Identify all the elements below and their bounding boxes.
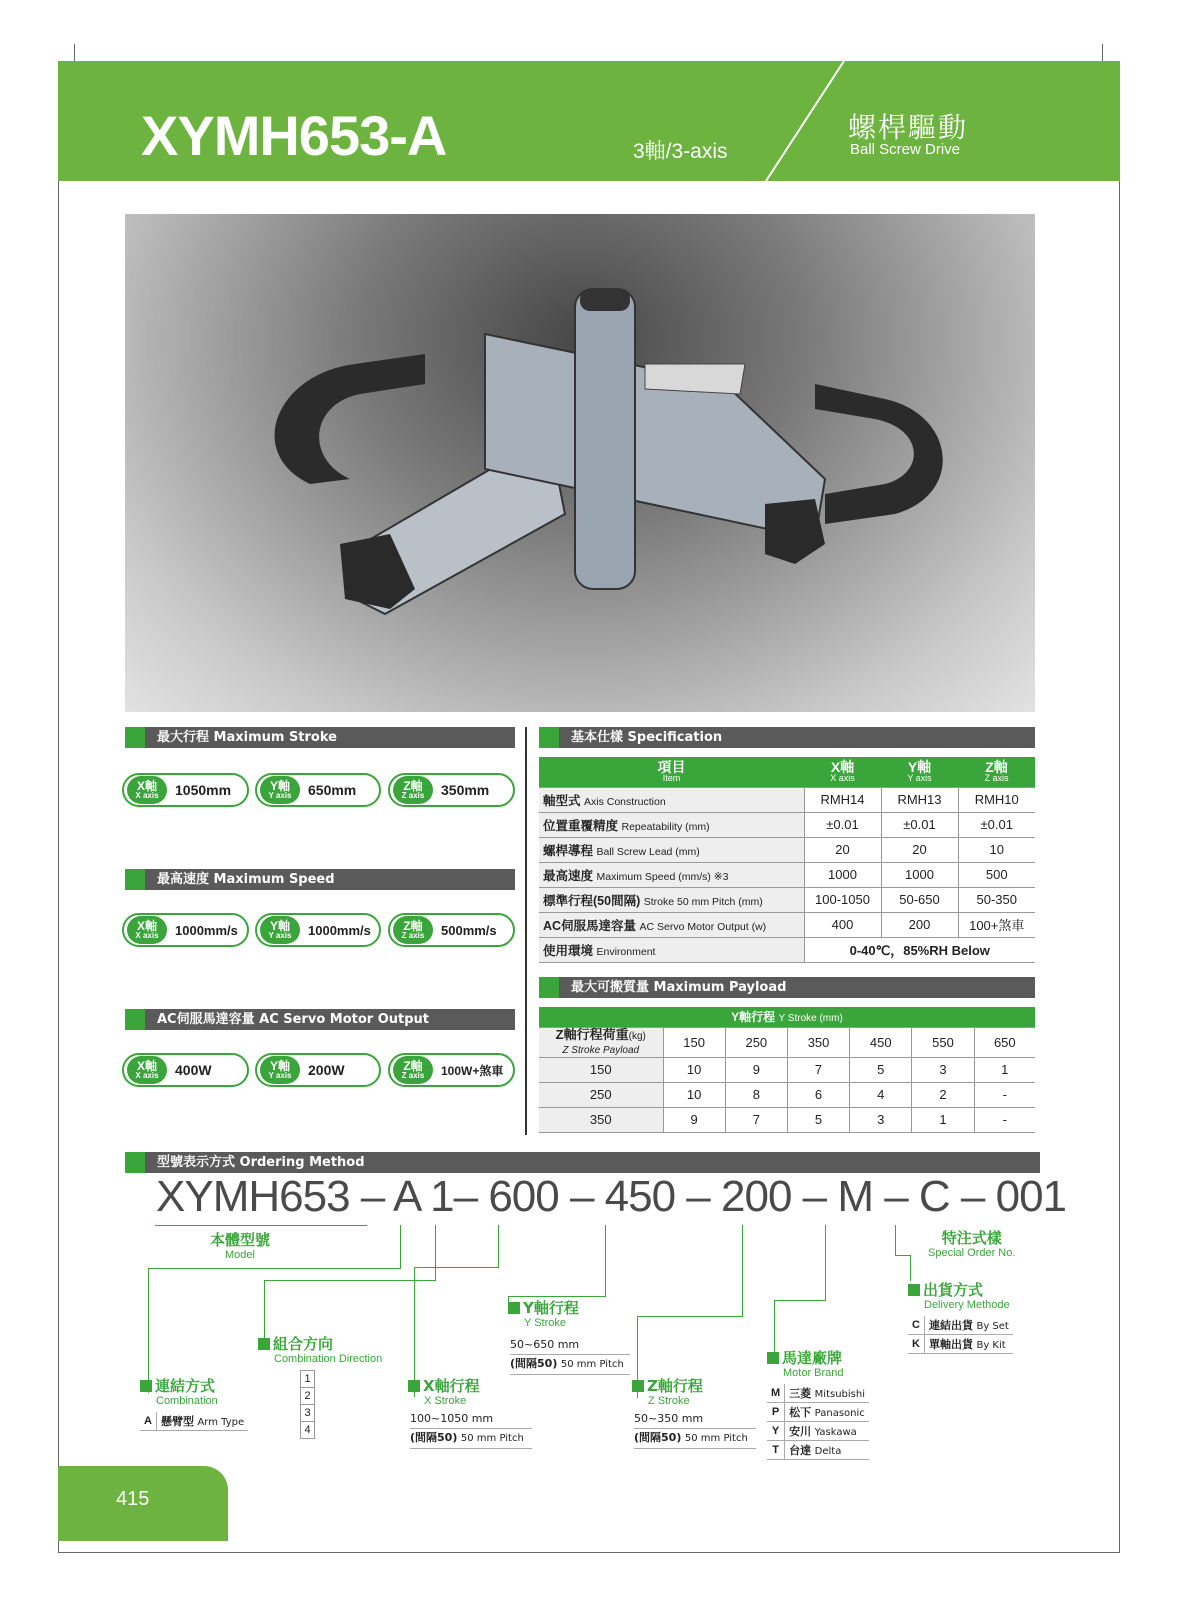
payload-z-header: Z軸行程荷重(kg) Z Stroke Payload	[539, 1027, 663, 1057]
x-axis-badge: X軸 X axis	[127, 1056, 167, 1084]
connector-line	[264, 1280, 436, 1281]
bullet-square	[408, 1380, 420, 1392]
table-row: 軸型式 Axis Construction RMH14 RMH13 RMH10	[539, 787, 1035, 812]
table-row: 標準行程(50間隔) Stroke 50 mm Pitch (mm) 100-1050 50-650 50-350	[539, 887, 1035, 912]
table-row: 位置重覆精度 Repeatability (mm) ±0.01 ±0.01 ±0.01	[539, 812, 1035, 837]
label-model: 本體型號 Model	[210, 1231, 271, 1261]
payload-table: Y軸行程 Y Stroke (mm) Z軸行程荷重(kg) Z Stroke Payload 150 250 350 450 550 650 150 10 9 7 5 3 1 250 10 8 6 4 2 - 350 9 7 5 3 1 -	[539, 1007, 1035, 1133]
list-item: M 三菱 Mitsubishi	[767, 1384, 869, 1403]
motor-z-value: 100W+煞車	[441, 1063, 504, 1078]
connector-line	[264, 1280, 265, 1342]
section-max-speed: 最高速度 Maximum Speed	[125, 869, 515, 890]
list-item: A 懸臂型 Arm Type	[140, 1412, 248, 1431]
spec-table	[539, 757, 1035, 963]
bullet-square	[140, 1380, 152, 1392]
section-motor-output: AC伺服馬達容量 AC Servo Motor Output	[125, 1009, 515, 1030]
bullet-square	[258, 1338, 270, 1350]
x-stroke-range: 100~1050 mm (間隔50) 50 mm Pitch	[410, 1410, 532, 1449]
label-delivery: 出貨方式 Delivery Methode	[908, 1282, 1010, 1311]
y-stroke-range: 50~650 mm (間隔50) 50 mm Pitch	[510, 1336, 630, 1375]
code-underline	[155, 1225, 367, 1226]
motor-y-pill	[255, 1053, 381, 1087]
connector-line	[742, 1225, 743, 1317]
spec-head-z: Z軸 Z axis	[958, 757, 1035, 787]
crop-mark	[74, 44, 75, 62]
spec-head-item: 項目 Item	[539, 757, 804, 787]
page-border	[58, 1552, 1120, 1553]
drive-title-en: Ball Screw Drive	[850, 141, 961, 158]
header-divider	[758, 61, 858, 181]
label-special-order: 特注式樣 Special Order No.	[928, 1229, 1016, 1259]
column-divider	[525, 727, 527, 1135]
speed-z-value: 500mm/s	[441, 922, 497, 938]
motor-y-value: 200W	[308, 1062, 345, 1078]
connector-line	[910, 1255, 911, 1281]
connector-line	[498, 1225, 499, 1268]
table-row: 使用環境 Environment 0-40℃，85%RH Below	[539, 937, 1035, 962]
table-row: 最高速度 Maximum Speed (mm/s) ※3 1000 1000 500	[539, 862, 1035, 887]
stroke-z-value: 350mm	[441, 782, 490, 798]
speed-x-pill	[122, 913, 249, 947]
stroke-y-pill	[255, 773, 381, 807]
ordering-code: XYMH653 – A 1– 600 – 450 – 200 – M – C – 001	[156, 1172, 1067, 1221]
drive-title-zh: 螺桿驅動	[848, 111, 969, 144]
y-axis-badge: Y軸 Y axis	[260, 1056, 300, 1084]
connector-line	[148, 1268, 401, 1269]
spec-head-y: Y軸 Y axis	[881, 757, 958, 787]
label-x-stroke: X軸行程 X Stroke	[408, 1378, 480, 1407]
crop-mark	[1102, 44, 1103, 62]
bullet-square	[767, 1352, 779, 1364]
stroke-y-value: 650mm	[308, 782, 357, 798]
bullet-square	[508, 1302, 520, 1314]
page-border	[58, 61, 59, 1552]
z-axis-badge: Z軸 Z axis	[393, 916, 433, 944]
motor-options	[767, 1384, 869, 1460]
table-row: 350 9 7 5 3 1 -	[539, 1107, 1035, 1132]
section-max-stroke: 最大行程 Maximum Stroke	[125, 727, 515, 748]
speed-y-pill	[255, 913, 381, 947]
list-item: T 台達 Delta	[767, 1441, 869, 1460]
connector-line	[895, 1225, 896, 1255]
section-ordering-method: 型號表示方式 Ordering Method	[125, 1152, 1040, 1173]
table-row: AC伺服馬達容量 AC Servo Motor Output (w) 400 200 100+煞車	[539, 912, 1035, 937]
axis-label: 3軸/3-axis	[633, 140, 728, 163]
table-row: 250 10 8 6 4 2 -	[539, 1082, 1035, 1107]
label-motor-brand: 馬達廠牌 Motor Brand	[767, 1350, 844, 1379]
label-y-stroke: Y軸行程 Y Stroke	[508, 1300, 579, 1329]
list-item: K 單軸出貨 By Kit	[908, 1335, 1013, 1354]
y-axis-badge: Y軸 Y axis	[260, 916, 300, 944]
header-banner	[58, 61, 1120, 181]
x-axis-badge: X軸 X axis	[127, 916, 167, 944]
bullet-square	[908, 1284, 920, 1296]
connector-line	[774, 1300, 826, 1301]
label-direction: 組合方向 Combination Direction	[258, 1336, 382, 1365]
table-row: 150 10 9 7 5 3 1	[539, 1057, 1035, 1082]
stroke-x-value: 1050mm	[175, 782, 232, 798]
section-max-payload: 最大可搬質量 Maximum Payload	[539, 977, 1035, 998]
table-row: 螺桿導程 Ball Screw Lead (mm) 20 20 10	[539, 837, 1035, 862]
combination-options	[140, 1412, 248, 1431]
label-combination: 連結方式 Combination	[140, 1378, 218, 1407]
page-number-tab	[58, 1466, 228, 1541]
connector-line	[605, 1225, 606, 1297]
list-item: C 連結出貨 By Set	[908, 1316, 1013, 1335]
page-border	[1119, 61, 1120, 1552]
payload-y-header: Y軸行程 Y Stroke (mm)	[539, 1007, 1035, 1027]
list-item: Y 安川 Yaskawa	[767, 1422, 869, 1441]
connector-line	[435, 1225, 436, 1281]
connector-line	[414, 1267, 499, 1268]
speed-z-pill	[388, 913, 515, 947]
connector-line	[148, 1268, 149, 1393]
y-axis-badge: Y軸 Y axis	[260, 776, 300, 804]
product-image	[125, 214, 1035, 712]
page-number: 415	[116, 1488, 150, 1510]
connector-line	[895, 1255, 910, 1256]
robot-drawing	[125, 214, 1035, 712]
z-axis-badge: Z軸 Z axis	[393, 1056, 433, 1084]
model-title: XYMH653-A	[141, 104, 447, 167]
motor-x-value: 400W	[175, 1062, 212, 1078]
speed-y-value: 1000mm/s	[308, 922, 371, 938]
motor-z-pill	[388, 1053, 515, 1087]
connector-line	[637, 1316, 743, 1317]
z-axis-badge: Z軸 Z axis	[393, 776, 433, 804]
connector-line	[400, 1225, 401, 1269]
label-z-stroke: Z軸行程 Z Stroke	[632, 1378, 703, 1407]
x-axis-badge: X軸 X axis	[127, 776, 167, 804]
connector-line	[825, 1225, 826, 1301]
stroke-x-pill	[122, 773, 249, 807]
connector-line	[508, 1296, 606, 1297]
z-stroke-range: 50~350 mm (間隔50) 50 mm Pitch	[634, 1410, 756, 1449]
speed-x-value: 1000mm/s	[175, 922, 238, 938]
bullet-square	[632, 1380, 644, 1392]
section-specification: 基本仕樣 Specification	[539, 727, 1035, 748]
direction-options: 1 2 3 4	[300, 1370, 315, 1439]
stroke-z-pill	[388, 773, 515, 807]
delivery-options	[908, 1316, 1013, 1354]
motor-x-pill	[122, 1053, 249, 1087]
spec-head-x: X軸 X axis	[804, 757, 881, 787]
list-item: P 松下 Panasonic	[767, 1403, 869, 1422]
